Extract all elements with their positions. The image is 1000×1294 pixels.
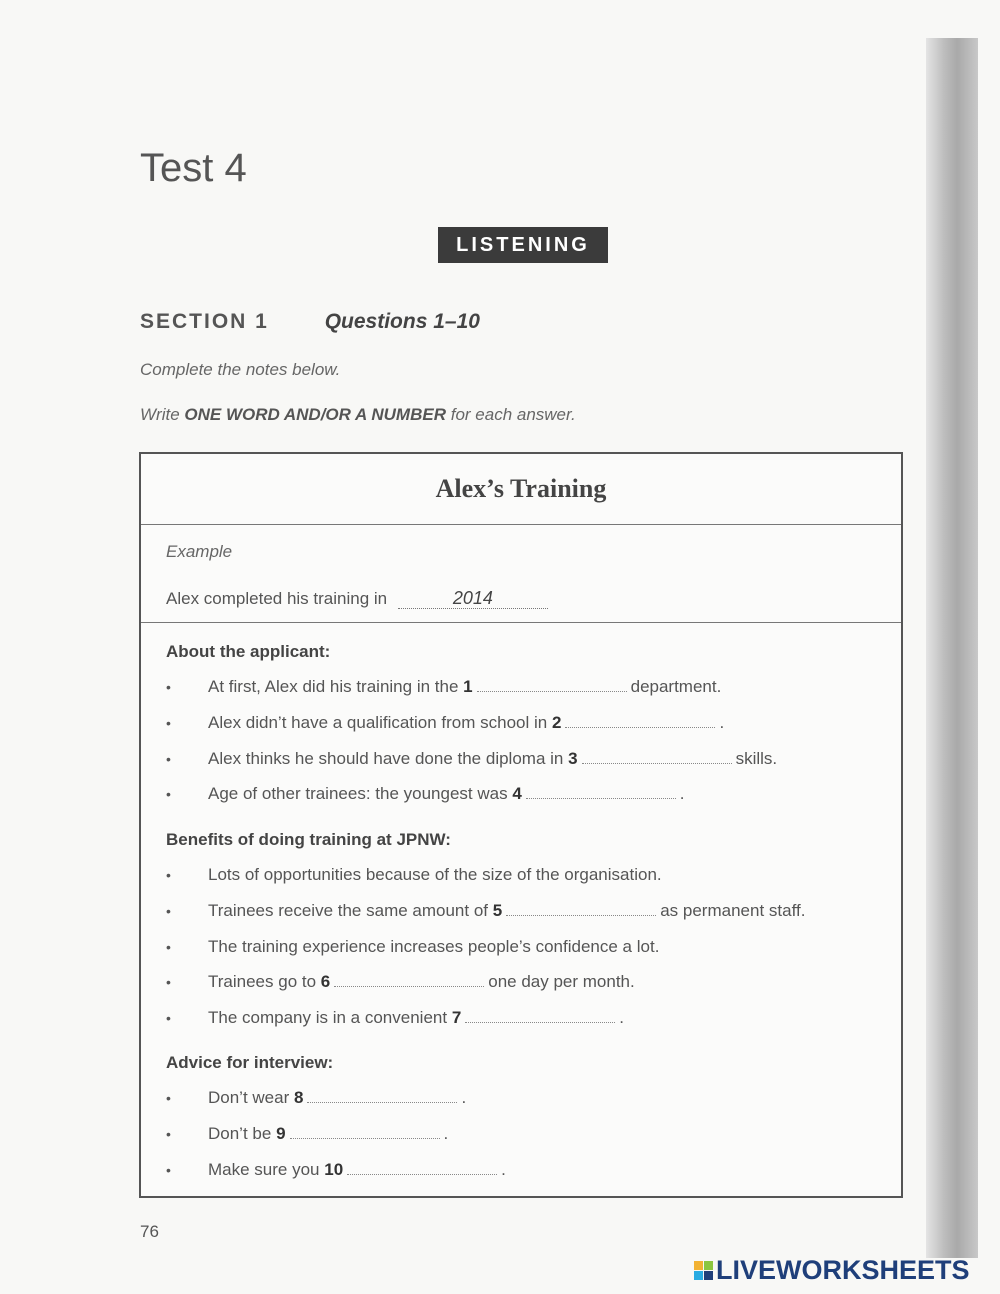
answer-blank[interactable] [307, 1088, 457, 1103]
notes-item [166, 1088, 466, 1108]
answer-blank[interactable] [334, 972, 484, 987]
item-text-after: . [619, 1008, 625, 1028]
section-questions: Questions 1–10 [324, 310, 480, 333]
notes-item [166, 1160, 506, 1180]
bullet-icon: • [166, 867, 171, 883]
bullet-icon: • [166, 786, 171, 803]
section-heading [140, 310, 480, 334]
question-number: 5 [492, 900, 503, 920]
instruction-bold: ONE WORD AND/OR A NUMBER [184, 405, 446, 424]
question-number: 4 [512, 784, 522, 804]
item-text: Age of other trainees: the youngest was [208, 784, 508, 804]
notes-section-heading: Advice for interview: [166, 1053, 334, 1072]
notes-box [139, 452, 903, 1198]
logo-square-3 [694, 1271, 703, 1280]
question-number: 9 [276, 1123, 286, 1143]
example-answer: 2014 [398, 588, 548, 609]
notes-item [166, 784, 685, 804]
item-text-after: as permanent staff. [660, 900, 806, 920]
bullet-icon: • [166, 679, 171, 695]
item-text: At first, Alex did his training in the [208, 677, 459, 696]
example-line [166, 588, 548, 609]
bullet-icon: • [166, 938, 171, 955]
item-text: Lots of opportunities because of the size of the organisation. [208, 865, 662, 884]
page-number: 76 [140, 1222, 159, 1241]
question-number: 3 [568, 748, 578, 768]
answer-blank[interactable] [582, 749, 732, 764]
bullet-icon: • [166, 974, 171, 991]
liveworksheets-logo [694, 1255, 970, 1286]
notes-title: Alex’s Training [141, 454, 901, 525]
item-text: Alex thinks he should have done the diploma in [208, 748, 564, 768]
question-number: 10 [324, 1159, 344, 1179]
question-number: 6 [320, 972, 331, 992]
item-text: Make sure you [208, 1159, 320, 1179]
section-label: SECTION 1 [140, 310, 269, 333]
logo-square-1 [694, 1261, 703, 1270]
item-text: Don’t be [208, 1123, 272, 1143]
example-label: Example [166, 542, 233, 561]
logo-square-4 [704, 1271, 713, 1280]
item-text-after: . [679, 784, 685, 804]
notes-item [166, 749, 777, 769]
answer-blank[interactable] [347, 1160, 497, 1175]
liveworksheets-text: LIVEWORKSHEETS [716, 1255, 970, 1285]
answer-blank[interactable] [506, 901, 656, 916]
item-text-after: one day per month. [488, 972, 635, 992]
instruction-suffix: for each answer. [446, 405, 576, 424]
test-title: Test 4 [140, 146, 247, 190]
item-text: The training experience increases people’s confidence a lot. [208, 936, 660, 956]
bullet-icon: • [166, 902, 171, 919]
item-text: Trainees receive the same amount of [208, 900, 489, 920]
item-text-after: . [719, 712, 725, 732]
notes-item [166, 937, 659, 957]
answer-blank[interactable] [477, 677, 627, 692]
question-number: 8 [294, 1088, 304, 1107]
example-text: Alex completed his training in [166, 589, 388, 608]
notes-section-heading: About the applicant: [166, 642, 331, 661]
book-binding-shadow [926, 38, 978, 1258]
bullet-icon: • [166, 1125, 171, 1142]
item-text: Alex didn’t have a qualification from school in [208, 712, 548, 732]
item-text-after: skills. [735, 748, 778, 768]
item-text-after: department. [630, 677, 722, 696]
notes-item [166, 713, 724, 733]
item-text: Don’t wear [208, 1088, 290, 1107]
notes-section-heading: Benefits of doing training at JPNW: [166, 830, 451, 849]
notes-item [166, 677, 721, 697]
divider [141, 622, 901, 623]
notes-item [166, 1124, 448, 1144]
instruction-prefix: Write [140, 405, 185, 424]
bullet-icon: • [166, 1010, 171, 1027]
bullet-icon: • [166, 750, 171, 767]
item-text-after: . [461, 1088, 467, 1107]
bullet-icon: • [166, 1090, 171, 1106]
answer-blank[interactable] [465, 1008, 615, 1023]
question-number: 7 [451, 1008, 462, 1028]
instruction-word-limit [140, 405, 576, 425]
question-number: 1 [463, 677, 473, 696]
item-text: Trainees go to [208, 972, 317, 992]
item-text: The company is in a convenient [208, 1008, 448, 1028]
liveworksheets-icon [694, 1261, 713, 1280]
question-number: 2 [551, 712, 562, 732]
bullet-icon: • [166, 714, 171, 731]
answer-blank[interactable] [526, 784, 676, 799]
item-text-after: . [501, 1159, 506, 1179]
notes-item [166, 901, 805, 921]
answer-blank[interactable] [290, 1124, 440, 1139]
answer-blank[interactable] [565, 713, 715, 728]
bullet-icon: • [166, 1161, 171, 1178]
instruction-complete-notes: Complete the notes below. [140, 360, 341, 379]
item-text-after: . [443, 1123, 449, 1143]
logo-square-2 [704, 1261, 713, 1270]
listening-tag: LISTENING [438, 227, 608, 263]
notes-item [166, 972, 635, 992]
notes-item [166, 1008, 624, 1028]
notes-item [166, 865, 662, 885]
